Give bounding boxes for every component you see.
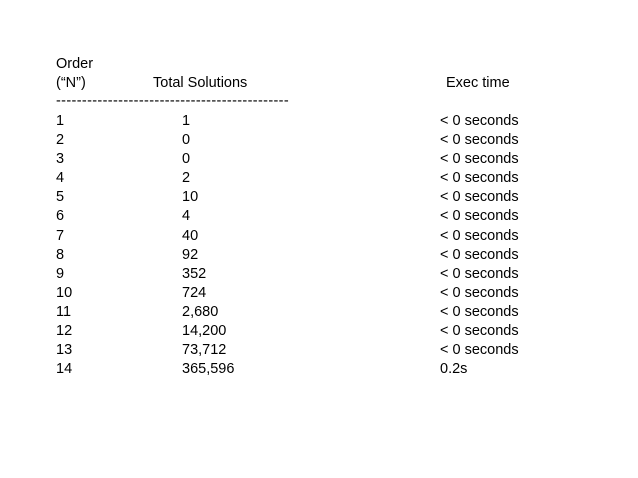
exec-time-cell: < 0 seconds [440,227,519,244]
exec-time-cell: < 0 seconds [440,189,519,206]
order-header-line1: Order [56,56,94,72]
order-cell: 11 [56,303,72,320]
table-row [0,227,638,246]
order-cell: 6 [56,208,65,225]
exec-time-cell: < 0 seconds [440,303,519,320]
total-solutions-cell: 352 [182,265,207,282]
order-cell: 12 [56,323,73,340]
results-table [0,112,638,379]
table-row [0,150,638,169]
total-solutions-cell: 92 [182,246,199,263]
exec-time-cell: < 0 seconds [440,265,519,282]
total-solutions-cell: 40 [182,227,199,244]
order-cell: 4 [56,170,65,187]
table-row [0,322,638,341]
total-solutions-cell: 0 [182,132,191,149]
total-solutions-header: Total Solutions [153,75,248,91]
exec-time-cell: < 0 seconds [440,284,519,301]
order-cell: 7 [56,227,65,244]
order-cell: 13 [56,342,73,359]
total-solutions-cell: 2 [182,170,191,187]
exec-time-cell: < 0 seconds [440,208,519,225]
total-solutions-cell: 4 [182,208,191,225]
table-row [0,207,638,226]
exec-time-header: Exec time [446,75,510,91]
table-row [0,265,638,284]
exec-time-cell: < 0 seconds [440,113,519,129]
order-cell: 5 [56,189,65,206]
exec-time-cell: < 0 seconds [440,151,519,168]
total-solutions-cell: 14,200 [182,323,227,340]
table-row [0,169,638,188]
order-cell: 8 [56,246,65,263]
table-row [0,360,638,379]
exec-time-cell: < 0 seconds [440,246,519,263]
total-solutions-cell: 365,596 [182,361,235,378]
table-row [0,284,638,303]
total-solutions-cell: 724 [182,284,207,301]
table-row [0,112,638,131]
exec-time-cell: < 0 seconds [440,342,519,359]
table-row [0,246,638,265]
table-row [0,188,638,207]
total-solutions-cell: 73,712 [182,342,227,359]
order-cell: 9 [56,265,65,282]
exec-time-cell: < 0 seconds [440,170,519,187]
order-cell: 14 [56,361,73,378]
exec-time-cell: 0.2s [440,361,468,378]
exec-time-cell: < 0 seconds [440,323,519,340]
table-row [0,131,638,150]
total-solutions-cell: 10 [182,189,199,206]
table-row [0,341,638,360]
order-header-line2: (“N”) [56,75,86,91]
order-cell: 2 [56,132,65,149]
header-divider: --------------------------------------------- [56,93,290,109]
total-solutions-cell: 2,680 [182,303,219,320]
total-solutions-cell: 1 [182,113,191,129]
total-solutions-cell: 0 [182,151,191,168]
exec-time-cell: < 0 seconds [440,132,519,149]
order-cell: 10 [56,284,73,301]
table-row [0,303,638,322]
order-cell: 3 [56,151,65,168]
order-cell: 1 [56,113,65,129]
